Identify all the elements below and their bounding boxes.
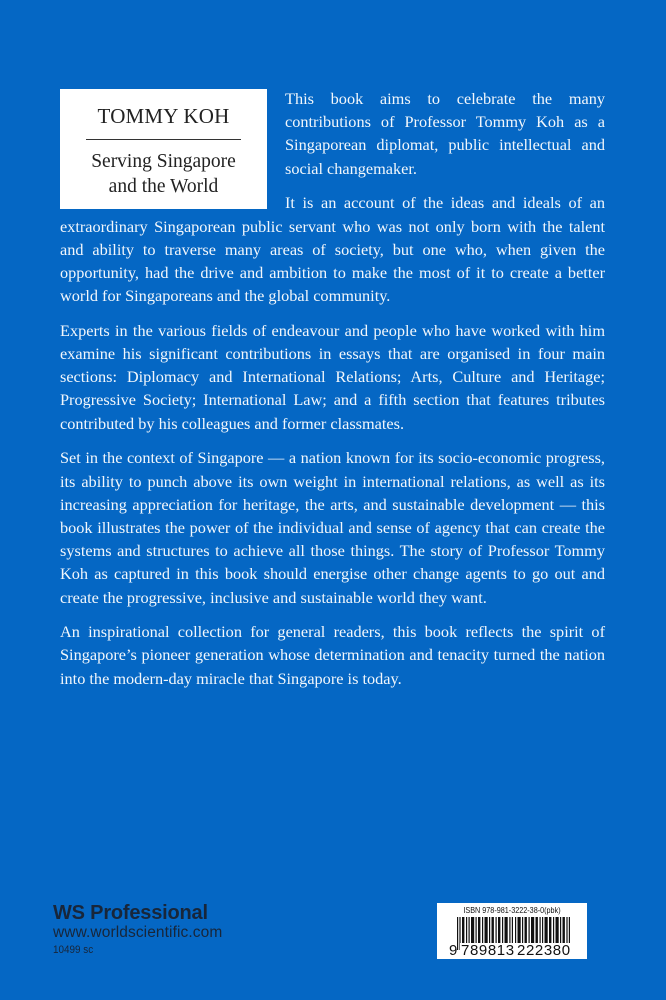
publisher-imprint: WS Professional xyxy=(53,902,208,924)
title-box-spacer xyxy=(60,87,285,201)
isbn-barcode xyxy=(437,903,587,959)
blurb-paragraph-3: Experts in the various fields of endeavour and people who have worked with him examine his significant contributions in essays that are organised in four main sections: Diplomacy and International Relations; Arts, Culture and Heritage; Progressive Society; International Law; and a fifth section that features tributes contributed by his colleagues and former classmates. xyxy=(60,320,605,433)
subtitle-line-1: Serving Singapore xyxy=(91,151,236,172)
blurb-paragraph-4: Set in the context of Singapore — a nation known for its socio-economic progress, its ability to punch above its own weight in international relations, as well as its increasing appreciation for heritage, the arts, and sustainable development — this book illustrates the power of the individual and sense of agency that can create the systems and structures to achieve all those things. The story of Professor Tommy Koh as captured in this book should energise other change agents to go out and create the progressive, inclusive and sustainable world they want. xyxy=(60,448,605,607)
blurb-paragraph-2: It is an account of the ideas and ideals of an extraordinary Singaporean public servant who was not only born with the talent and ability to traverse many areas of society, but one who, when given the opportunity, had the drive and ambition to make the most of it to create a better world for Singaporeans and the global community. xyxy=(60,193,605,306)
subtitle-line-2: and the World xyxy=(108,176,219,197)
blurb xyxy=(60,87,605,701)
blurb-paragraph-5: An inspirational collection for general readers, this book reflects the spirit of Singapore’s pioneer generation whose determination and tenacity turned the nation into the modern-day miracle that Singapore is today. xyxy=(60,622,605,688)
publisher-block xyxy=(53,902,222,957)
barcode-lead-digit: 9 xyxy=(449,942,458,959)
publisher-url: www.worldscientific.com xyxy=(53,924,223,941)
barcode-digit-group-2: 222380 xyxy=(517,942,571,959)
isbn-label: ISBN 978-981-3222-38-0(pbk) xyxy=(463,905,561,915)
barcode-digit-group-1: 789813 xyxy=(461,942,515,959)
blurb-paragraph-1: This book aims to celebrate the many contributions of Professor Tommy Koh as a Singaporean diplomat, public intellectual and social changemaker. xyxy=(285,89,605,178)
product-code: 10499 sc xyxy=(53,944,94,956)
author-name: TOMMY KOH xyxy=(97,104,230,128)
